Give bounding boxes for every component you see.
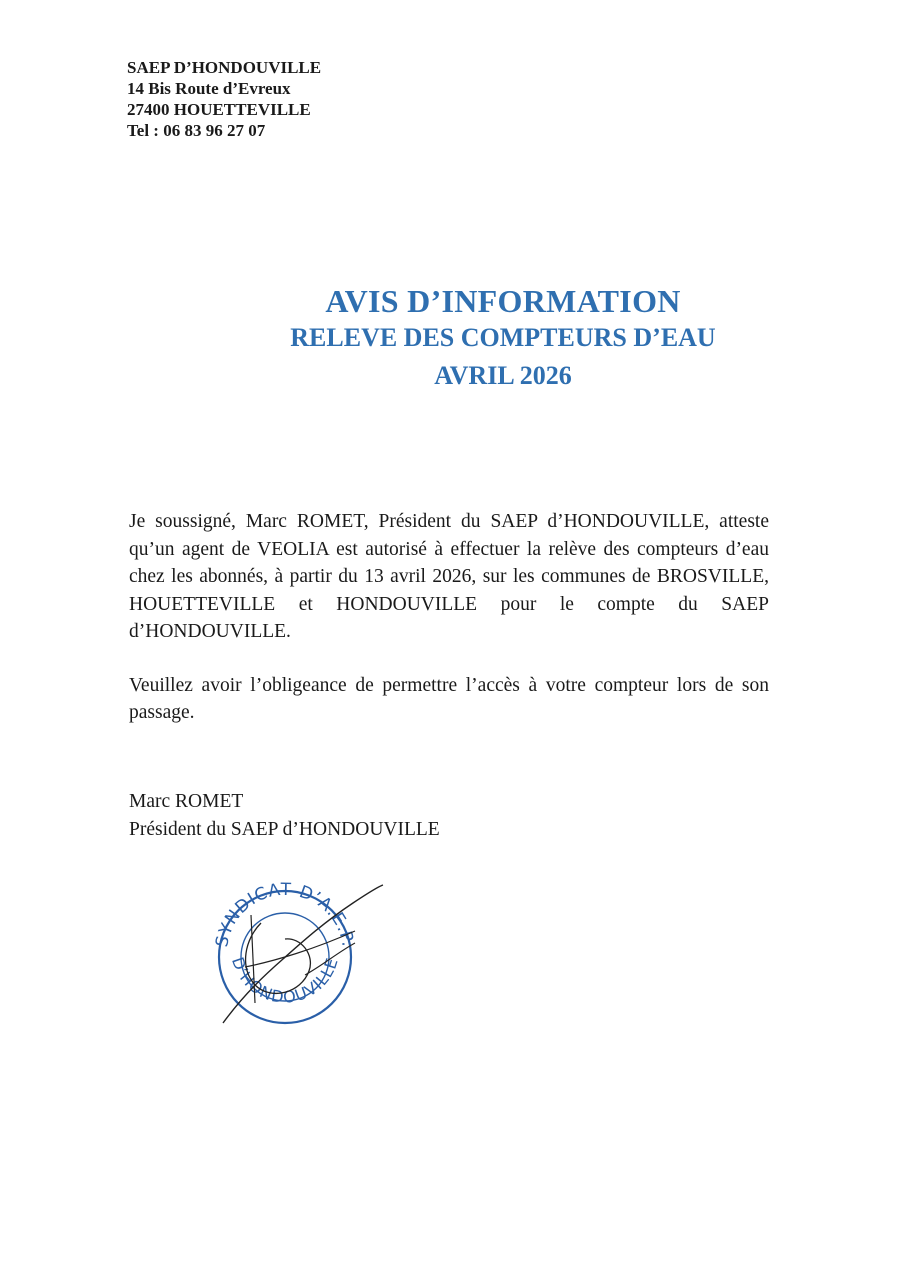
- signatory-name: Marc ROMET: [129, 791, 244, 812]
- sender-name: SAEP D’HONDOUVILLE: [127, 58, 322, 77]
- svg-text:SYNDICAT D’A.E.P.: SYNDICAT D’A.E.P.: [212, 879, 358, 949]
- notice-subtitle: RELEVE DES COMPTEURS D’EAU: [290, 323, 716, 352]
- svg-text:D’HONDOUVILLE: D’HONDOUVILLE: [227, 954, 342, 1007]
- notice-title-block: [0, 283, 900, 395]
- notice-title: AVIS D’INFORMATION: [325, 283, 681, 319]
- body-paragraph-request: Veuillez avoir l’obligeance de permettre l’accès à votre compteur lors de son passage.: [129, 674, 769, 723]
- body-paragraph-attestation: Je soussigné, Marc ROMET, Président du SAEP d’HONDOUVILLE, atteste qu’un agent de VEOLIA est autorisé à effectuer la relève des compteurs d’eau chez les abonnés, à partir du 13 avril 2026, sur les communes de BROSVILLE, HOUETTEVILLE et HONDOUVILLE pour le compte du SAEP d’HONDOUVILLE.: [129, 511, 769, 642]
- sender-address-block: [127, 57, 321, 141]
- signature-block: [129, 788, 440, 844]
- official-stamp-icon: [205, 875, 395, 1035]
- sender-city: 27400 HOUETTEVILLE: [127, 100, 311, 119]
- sender-phone: Tel : 06 83 96 27 07: [127, 121, 266, 140]
- notice-date: AVRIL 2026: [434, 361, 572, 390]
- sender-street: 14 Bis Route d’Evreux: [127, 79, 291, 98]
- signatory-role: Président du SAEP d’HONDOUVILLE: [129, 819, 440, 840]
- notice-body: [129, 508, 769, 753]
